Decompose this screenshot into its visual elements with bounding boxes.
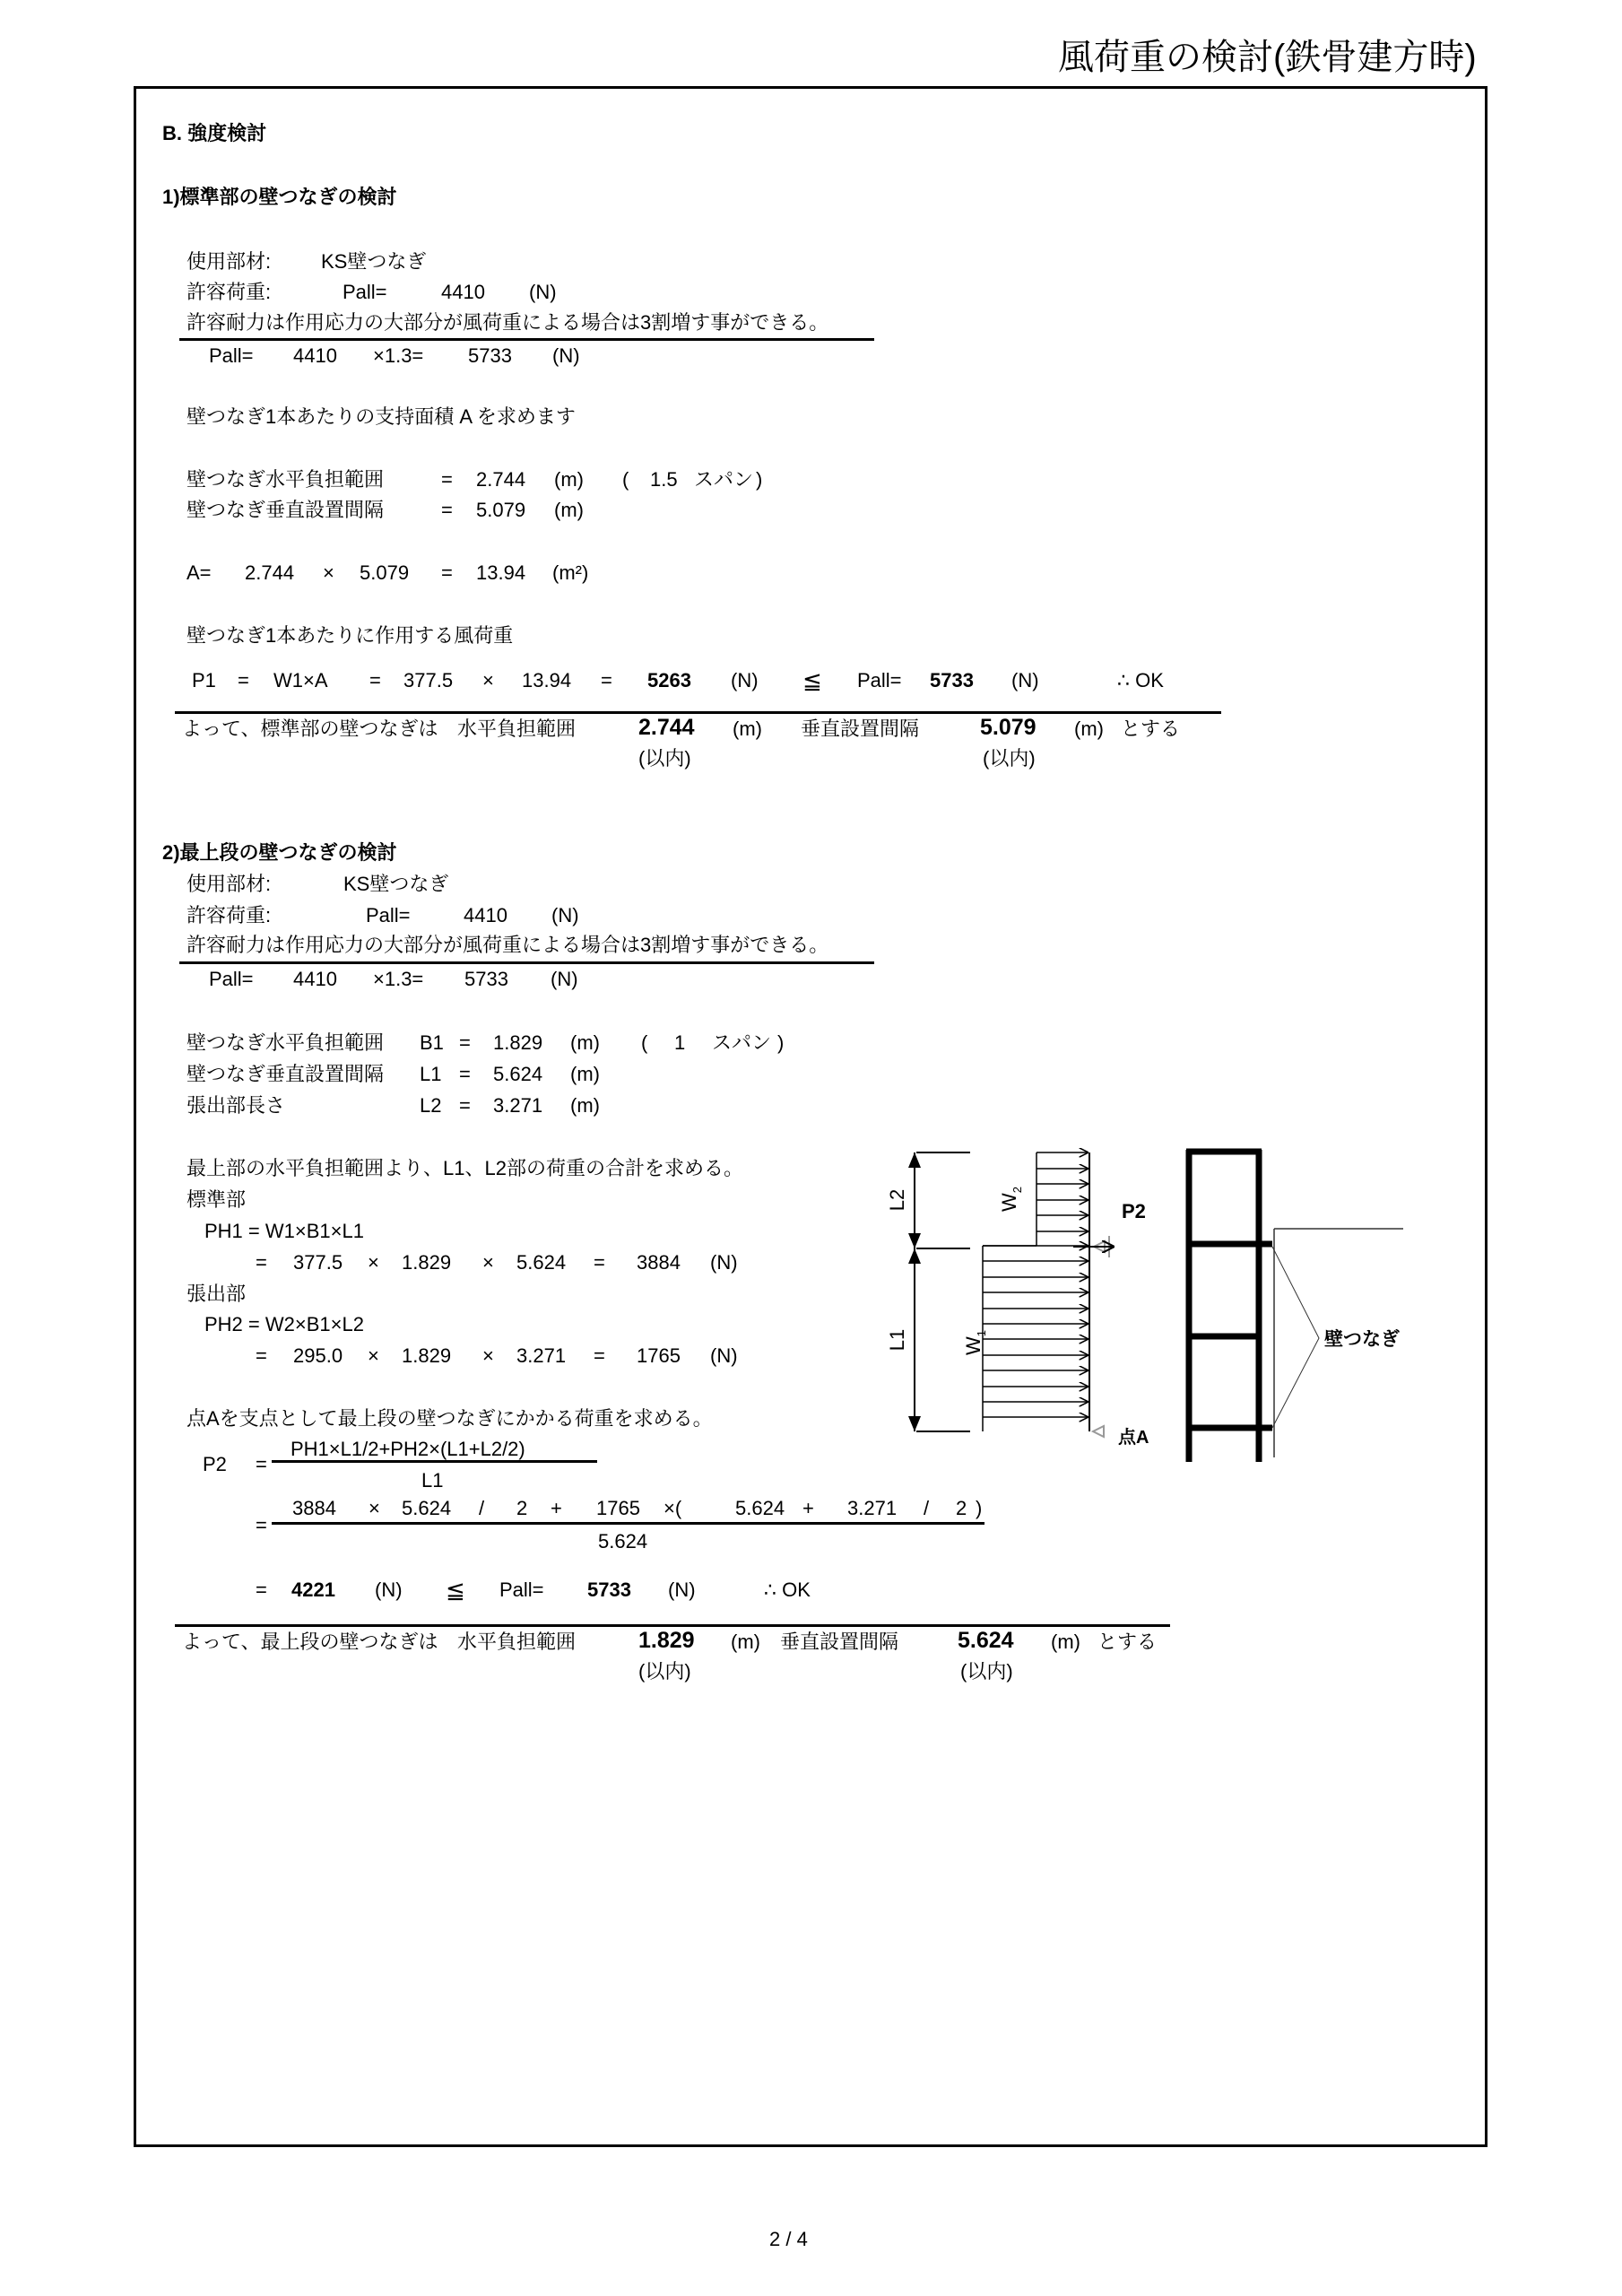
unit-m: (m)	[731, 1631, 760, 1653]
span-open: (	[622, 468, 629, 491]
support-triangle-a	[1093, 1426, 1104, 1437]
horizontal-range-value: 2.744	[476, 468, 526, 491]
fraction2-denominator: 5.624	[598, 1530, 648, 1552]
horizontal-range-label: 壁つなぎ水平負担範囲	[186, 1031, 385, 1054]
fraction2-token: /	[924, 1497, 930, 1519]
b1-symbol: B1	[420, 1031, 444, 1054]
ok-verdict: ∴ OK	[1117, 669, 1164, 691]
times: ×	[482, 669, 494, 691]
pall-value: 5733	[930, 669, 974, 691]
unit-n: (N)	[731, 669, 759, 691]
conclusion-suffix: とする	[1097, 1631, 1158, 1653]
wall-tie-leader	[1272, 1247, 1319, 1428]
equals: =	[459, 1031, 471, 1054]
unit-m: (m)	[554, 499, 584, 521]
p1-formula: W1×A	[273, 669, 328, 691]
conclusion-prefix: よって、最上段の壁つなぎは	[182, 1631, 438, 1653]
conclusion-vert-value: 5.624	[958, 1628, 1014, 1653]
ph2-result: 1765	[637, 1344, 681, 1367]
b1-value: 1.829	[493, 1031, 543, 1054]
l1-symbol: L1	[420, 1063, 442, 1085]
times: ×	[323, 561, 334, 584]
conclusion-horiz-value: 1.829	[638, 1628, 695, 1653]
within-note: (以内)	[960, 1660, 1013, 1683]
equals: =	[369, 669, 381, 691]
page-number: 2 / 4	[769, 2228, 808, 2250]
equals: =	[256, 1578, 267, 1601]
conclusion-suffix: とする	[1121, 718, 1181, 740]
unit-m: (m)	[1051, 1631, 1080, 1653]
unit-n: (N)	[710, 1344, 738, 1367]
fraction2-token: +	[802, 1497, 814, 1519]
vertical-interval-value: 5.079	[476, 499, 526, 521]
scaffold-frame	[1186, 1150, 1272, 1462]
ph1-result: 3884	[637, 1251, 681, 1274]
fraction2-token: 2	[516, 1497, 528, 1519]
times: ×	[368, 1344, 379, 1367]
vertical-interval-label: 壁つなぎ垂直設置間隔	[186, 499, 385, 521]
conclusion-vert-value: 5.079	[980, 715, 1037, 740]
pall2-value: 4410	[293, 968, 337, 990]
label-point-a: 点A	[1118, 1428, 1149, 1448]
equals: =	[459, 1063, 471, 1085]
span-value: 1.5	[650, 468, 678, 491]
area-a: 2.744	[245, 561, 295, 584]
fraction2-token: /	[479, 1497, 485, 1519]
unit-m: (m)	[570, 1063, 600, 1085]
unit-n: (N)	[551, 904, 579, 926]
ph1-l: 5.624	[516, 1251, 567, 1274]
equals: =	[594, 1344, 605, 1367]
pall-label: Pall=	[343, 281, 387, 303]
equals: =	[256, 1344, 267, 1367]
fraction2-token: 2	[956, 1497, 967, 1519]
material-value: KS壁つなぎ	[343, 873, 449, 895]
label-w1: $W_1$	[962, 1330, 988, 1355]
arrowhead-down	[908, 1233, 921, 1248]
label-p2: P2	[1122, 1200, 1146, 1222]
factor: ×1.3=	[373, 968, 424, 990]
ok-verdict: ∴ OK	[764, 1578, 811, 1601]
ph2-formula: PH2 = W2×B1×L2	[204, 1313, 364, 1335]
ph2-w: 295.0	[293, 1344, 343, 1367]
area-result: 13.94	[476, 561, 526, 584]
conclusion-horiz-value: 2.744	[638, 715, 695, 740]
l2-value: 3.271	[493, 1094, 543, 1117]
fraction2-token: 1765	[596, 1497, 640, 1519]
within-note: (以内)	[638, 747, 691, 770]
document-title: 風荷重の検討(鉄骨建方時)	[1058, 38, 1477, 77]
arrowhead-up	[908, 1248, 921, 1264]
leq-sign: ≦	[802, 667, 822, 694]
fraction2-token: ×	[369, 1497, 380, 1519]
equals: =	[601, 669, 612, 691]
fraction2-token: 5.624	[402, 1497, 452, 1519]
factor: ×1.3=	[373, 344, 424, 367]
equals: =	[256, 1453, 267, 1475]
pall2-unit: (N)	[552, 344, 580, 367]
pall2-result: 5733	[468, 344, 512, 367]
p1-label: P1	[192, 669, 216, 691]
pall-value: 5733	[587, 1578, 631, 1601]
span-word: スパン	[712, 1031, 772, 1054]
ph1-b: 1.829	[402, 1251, 452, 1274]
conclusion-horiz-label: 水平負担範囲	[457, 1631, 577, 1653]
conclusion-vert-label: 垂直設置間隔	[780, 1631, 899, 1653]
unit-m: (m)	[733, 718, 762, 740]
equals: =	[441, 499, 453, 521]
unit-n: (N)	[1011, 669, 1039, 691]
unit-n: (N)	[551, 968, 578, 990]
conclusion-prefix: よって、標準部の壁つなぎは	[182, 718, 438, 740]
support-symbols	[1093, 1236, 1109, 1437]
times: ×	[482, 1251, 494, 1274]
p1-a: 13.94	[522, 669, 572, 691]
label-wall-tie: 壁つなぎ	[1324, 1329, 1400, 1350]
fraction2-token: +	[551, 1497, 562, 1519]
part2-heading: 2)最上段の壁つなぎの検討	[162, 841, 397, 864]
pall2-label: Pall=	[209, 344, 254, 367]
horizontal-range-label: 壁つなぎ水平負担範囲	[186, 468, 385, 491]
pall2-value: 4410	[293, 344, 337, 367]
fraction2-token: )	[976, 1497, 983, 1519]
vertical-interval-label: 壁つなぎ垂直設置間隔	[186, 1063, 385, 1085]
label-w2: $W_2$	[998, 1187, 1024, 1212]
span-word: スパン	[694, 468, 754, 491]
p1-result: 5263	[647, 669, 691, 691]
unit-n: (N)	[529, 281, 557, 303]
fraction2-token: 5.624	[735, 1497, 785, 1519]
pall2-result: 5733	[464, 968, 508, 990]
span-value: 1	[674, 1031, 686, 1054]
unit-m: (m)	[570, 1094, 600, 1117]
fraction2-token: 3884	[292, 1497, 336, 1519]
allowable-load-label: 許容荷重:	[186, 281, 272, 303]
equals: =	[441, 468, 453, 491]
equals: =	[459, 1094, 471, 1117]
arrowhead-up	[908, 1152, 921, 1168]
label-l2: L2	[886, 1188, 908, 1212]
equals: =	[441, 561, 453, 584]
sum-intro: 最上部の水平負担範囲より、L1、L2部の荷重の合計を求める。	[186, 1157, 743, 1179]
times: ×	[368, 1251, 379, 1274]
conclusion-vert-label: 垂直設置間隔	[801, 718, 920, 740]
unit-m: (m)	[1074, 718, 1104, 740]
within-note: (以内)	[983, 747, 1036, 770]
unit-m: (m)	[570, 1031, 600, 1054]
unit-n: (N)	[668, 1578, 696, 1601]
material-label: 使用部材:	[186, 250, 272, 273]
pall-value: 4410	[441, 281, 485, 303]
span-open: (	[641, 1031, 648, 1054]
unit-m: (m)	[554, 468, 584, 491]
overhang-part-label: 張出部	[186, 1283, 247, 1305]
area-b: 5.079	[360, 561, 410, 584]
within-note: (以内)	[638, 1660, 691, 1683]
fraction1-numerator: PH1×L1/2+PH2×(L1+L2/2)	[291, 1438, 525, 1460]
pall-label: Pall=	[366, 904, 411, 926]
standard-part-label: 標準部	[186, 1188, 247, 1211]
increase-note: 許容耐力は作用応力の大部分が風荷重による場合は3割増す事ができる。	[186, 934, 829, 956]
overhang-length-label: 張出部長さ	[186, 1094, 286, 1117]
leq-sign: ≦	[446, 1577, 465, 1604]
increase-note: 許容耐力は作用応力の大部分が風荷重による場合は3割増す事ができる。	[186, 311, 829, 334]
ph1-w: 377.5	[293, 1251, 343, 1274]
part1-heading: 1)標準部の壁つなぎの検討	[162, 186, 397, 208]
pall-label: Pall=	[499, 1578, 544, 1601]
span-close: )	[756, 468, 763, 491]
area-label: A=	[186, 561, 212, 584]
equals: =	[256, 1251, 267, 1274]
label-l1: L1	[886, 1328, 908, 1352]
allowable-load-label: 許容荷重:	[186, 904, 272, 926]
unit-n: (N)	[375, 1578, 403, 1601]
ph2-b: 1.829	[402, 1344, 452, 1367]
pall2-label: Pall=	[209, 968, 254, 990]
p2-result: 4221	[291, 1578, 335, 1601]
equals: =	[238, 669, 249, 691]
wind-load-arrows	[983, 1152, 1089, 1417]
p1-w: 377.5	[403, 669, 454, 691]
p2-label: P2	[203, 1453, 227, 1475]
l2-symbol: L2	[420, 1094, 442, 1117]
pall-value: 4410	[464, 904, 507, 926]
arrowhead-down	[908, 1416, 921, 1431]
pall-label: Pall=	[857, 669, 902, 691]
times: ×	[482, 1344, 494, 1367]
equals: =	[256, 1514, 267, 1536]
l1-value: 5.624	[493, 1063, 543, 1085]
material-value: KS壁つなぎ	[321, 250, 427, 273]
area-intro: 壁つなぎ1本あたりの支持面積 A を求めます	[186, 405, 576, 428]
ph2-l: 3.271	[516, 1344, 567, 1367]
equals: =	[594, 1251, 605, 1274]
material-label: 使用部材:	[186, 873, 272, 895]
p2-intro: 点Aを支点として最上段の壁つなぎにかかる荷重を求める。	[186, 1407, 713, 1430]
fraction2-token: ×(	[664, 1497, 682, 1519]
conclusion-horiz-label: 水平負担範囲	[457, 718, 577, 740]
span-close: )	[777, 1031, 785, 1054]
dimension-l2	[915, 1152, 970, 1431]
fraction1-denominator: L1	[421, 1469, 444, 1492]
load-intro: 壁つなぎ1本あたりに作用する風荷重	[186, 624, 514, 647]
fraction2-token: 3.271	[847, 1497, 898, 1519]
section-heading: B. 強度検討	[162, 122, 267, 144]
ph1-formula: PH1 = W1×B1×L1	[204, 1220, 364, 1242]
area-unit: (m²)	[552, 561, 589, 584]
unit-n: (N)	[710, 1251, 738, 1274]
